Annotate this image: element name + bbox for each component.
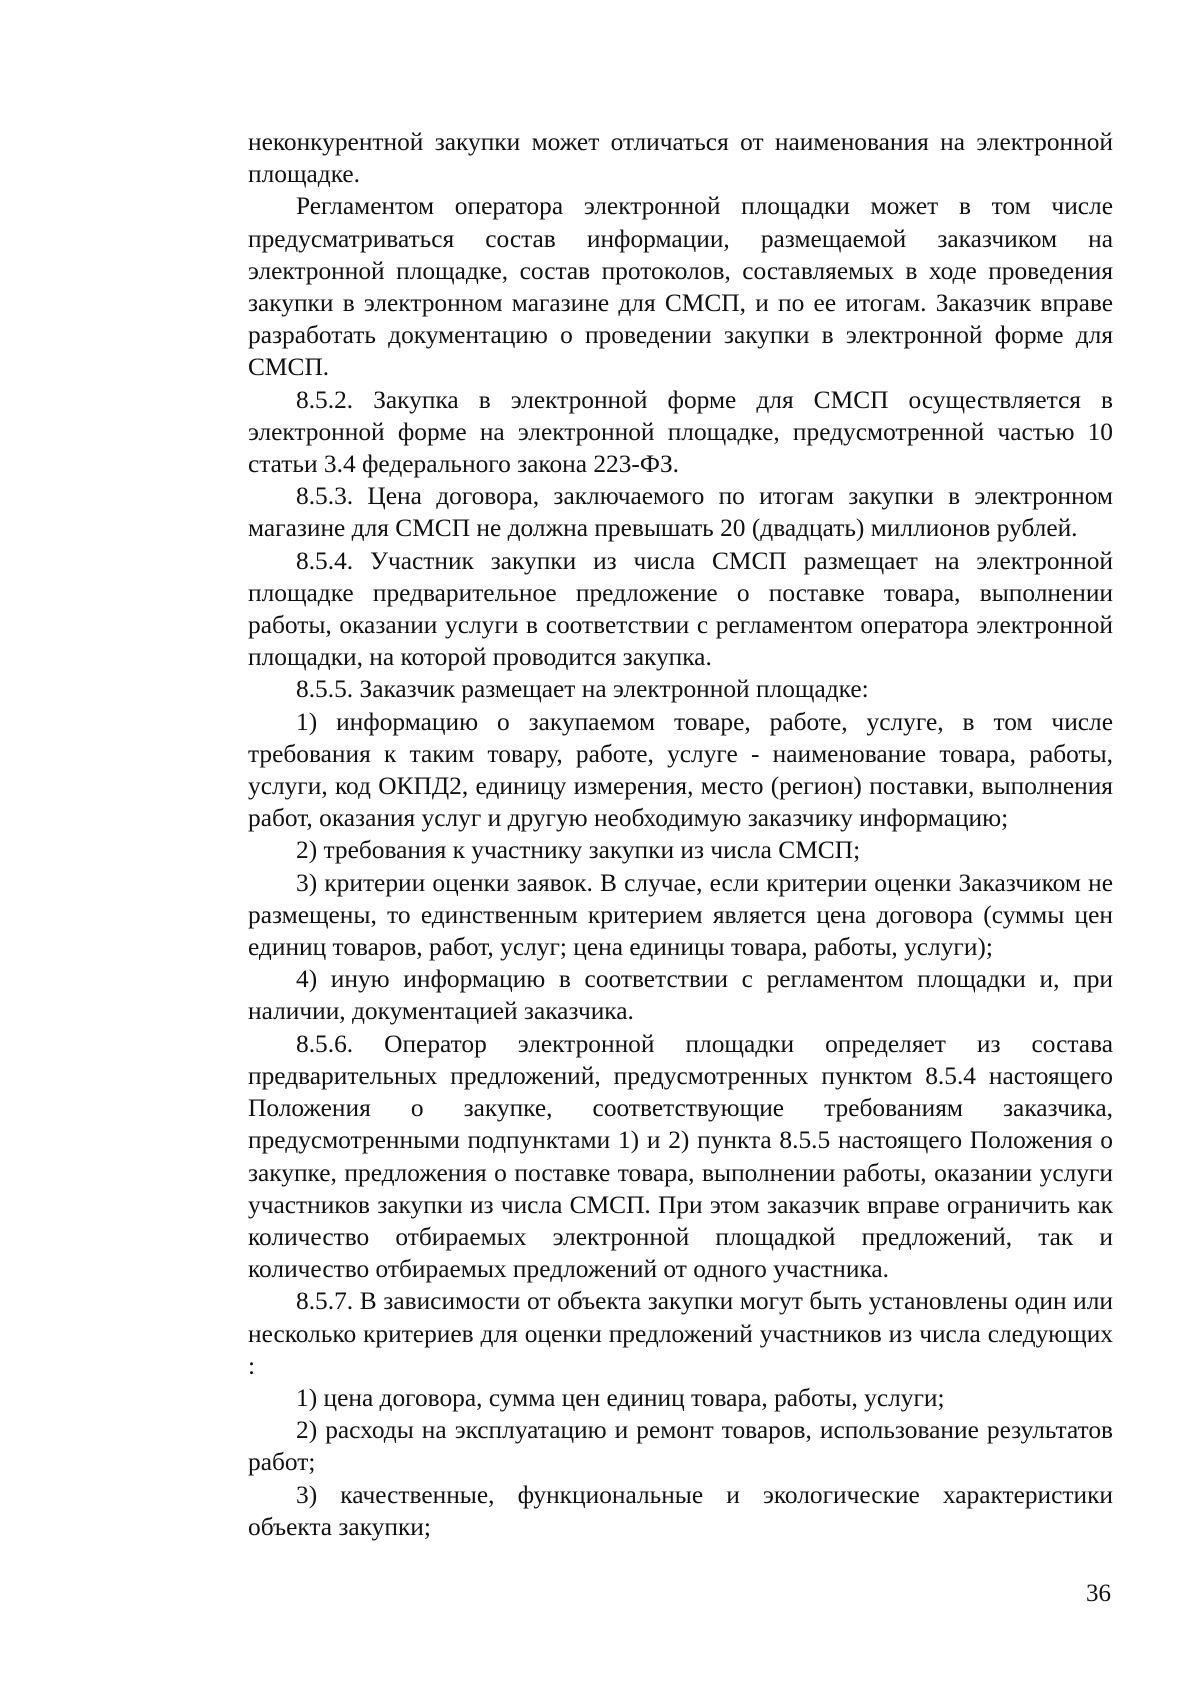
paragraph-8-5-6: 8.5.6. Оператор электронной площадки определяет из состава предварительных предложений, предусмотренных пунктом 8.5.4 настоящего Положения о закупке, соответствующие требованиям заказчика, предусмотренными подпунктами 1) и 2) пункта 8.5.5 настоящего Положения о закупке, предложения о поставке товара, выполнении работы, оказании услуги участников закупки из числа СМСП. При этом заказчик вправе ограничить как количество отбираемых электронной площадкой предложений, так и количество отбираемых предложений от одного участника.: [248, 1029, 1113, 1284]
paragraph-regulation: Регламентом оператора электронной площадки может в том числе предусматриваться состав информации, размещаемой заказчиком на электронной площадке, состав протоколов, составляемых в ходе проведения закупки в электронном магазине для СМСП, и по ее итогам. Заказчик вправе разработать документацию о проведении закупки в электронной форме для СМСП.: [248, 192, 1113, 382]
list-item-8-5-5-1: 1) информацию о закупаемом товаре, работе, услуге, в том числе требования к таким товару, работе, услуге - наименование товара, работы, услуги, код ОКПД2, единицу измерения, место (регион) поставки, выполнения работ, оказания услуг и другую необходимую заказчику информацию;: [248, 707, 1113, 833]
paragraph-8-5-7: 8.5.7. В зависимости от объекта закупки могут быть установлены один или несколько критериев для оценки предложений участников из числа следующих :: [248, 1287, 1113, 1380]
paragraph-8-5-5: 8.5.5. Заказчик размещает на электронной площадке:: [296, 675, 869, 704]
list-item-8-5-5-3: 3) критерии оценки заявок. В случае, если критерии оценки Заказчиком не размещены, то единственным критерием является цена договора (суммы цен единиц товаров, работ, услуг; цена единицы товара, работы, услуги);: [248, 868, 1113, 962]
page-number: 36: [1086, 1580, 1111, 1607]
list-item-8-5-7-1: 1) цена договора, сумма цен единиц товара, работы, услуги;: [296, 1383, 945, 1412]
paragraph-8-5-4: 8.5.4. Участник закупки из числа СМСП размещает на электронной площадке предварительное предложение о поставке товара, выполнении работы, оказании услуги в соответствии с регламентом оператора электронной площадки, на которой проводится закупка.: [248, 546, 1113, 672]
paragraph-continuation: неконкурентной закупки может отличаться от наименования на электронной площадке.: [248, 128, 1113, 189]
list-item-8-5-7-2: 2) расходы на эксплуатацию и ремонт товаров, использование результатов работ;: [248, 1416, 1113, 1477]
document-body: [248, 126, 1113, 1543]
list-item-8-5-5-4: 4) иную информацию в соответствии с регламентом площадки и, при наличии, документацией заказчика.: [248, 965, 1113, 1026]
paragraph-8-5-3: 8.5.3. Цена договора, заключаемого по итогам закупки в электронном магазине для СМСП не должна превышать 20 (двадцать) миллионов рублей.: [248, 482, 1113, 543]
paragraph-8-5-2: 8.5.2. Закупка в электронной форме для СМСП осуществляется в электронной форме на электронной площадке, предусмотренной частью 10 статьи 3.4 федерального закона 223-ФЗ.: [248, 385, 1113, 479]
list-item-8-5-7-3: 3) качественные, функциональные и экологические характеристики объекта закупки;: [248, 1480, 1113, 1541]
list-item-8-5-5-2: 2) требования к участнику закупки из числа СМСП;: [296, 836, 861, 865]
